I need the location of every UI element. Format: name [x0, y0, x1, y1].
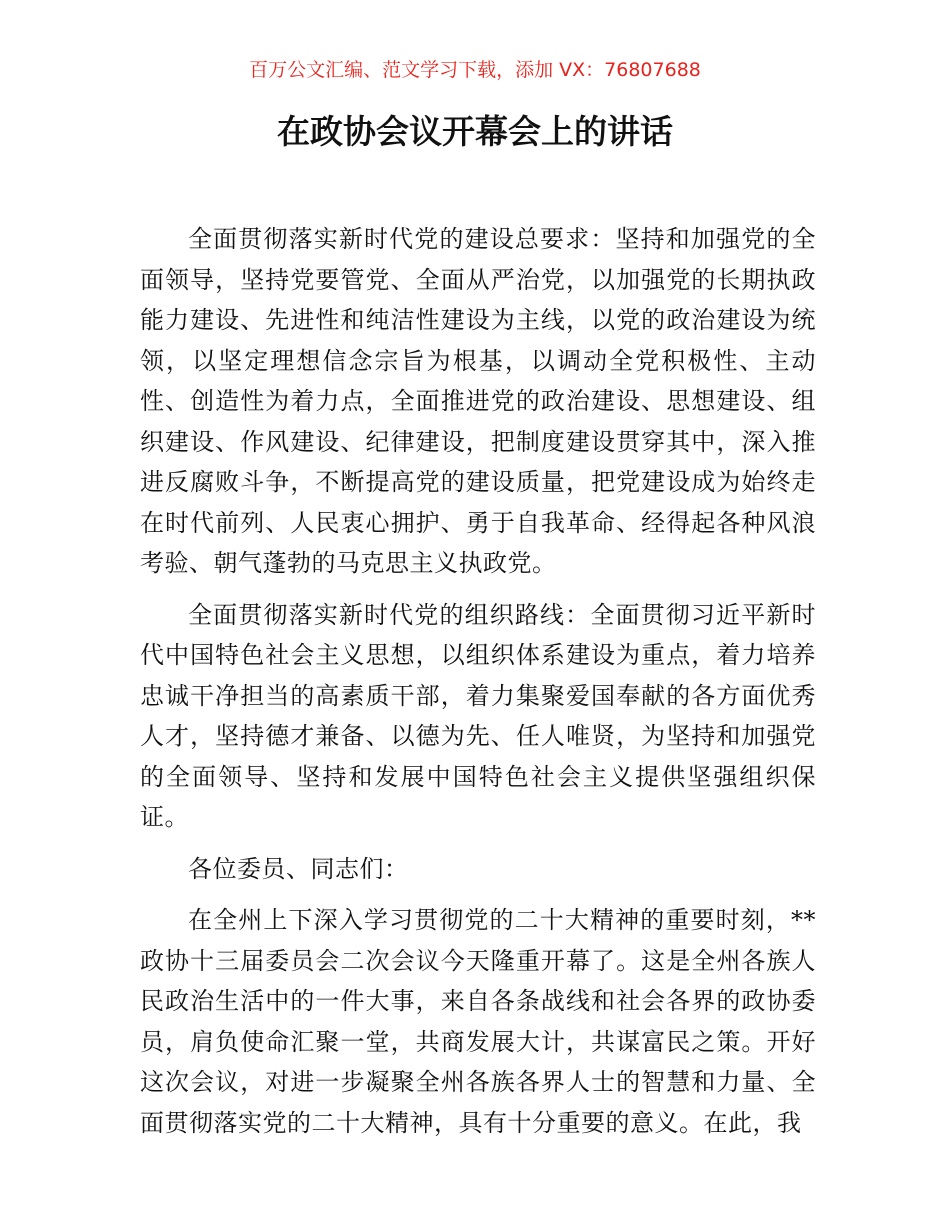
salutation: 各位委员、同志们：	[188, 854, 409, 883]
document-body	[140, 219, 816, 1154]
paragraph: 全面贯彻落实新时代党的建设总要求：坚持和加强党的全面领导，坚持党要管党、全面从严治党，以加强党的长期执政能力建设、先进性和纯洁性建设为主线，以党的政治建设为统领，以坚定理想信念宗旨为根基，以调动全党积极性、主动性、创造性为着力点，全面推进党的政治建设、思想建设、组织建设、作风建设、纪律建设，把制度建设贯穿其中，深入推进反腐败斗争，不断提高党的建设质量，把党建设成为始终走在时代前列、人民衷心拥护、勇于自我革命、经得起各种风浪考验、朝气蓬勃的马克思主义执政党。	[140, 225, 816, 577]
document-title: 在政协会议开幕会上的讲话	[277, 112, 673, 151]
promo-banner: 百万公文汇编、范文学习下载，添加 VX：76807688	[249, 59, 701, 81]
paragraph: 在全州上下深入学习贯彻党的二十大精神的重要时刻，**政协十三届委员会二次会议今天隆重开幕了。这是全州各族人民政治生活中的一件大事，来自各条战线和社会各界的政协委员，肩负使命汇聚一堂，共商发展大计，共谋富民之策。开好这次会议，对进一步凝聚全州各族各界人士的智慧和力量、全面贯彻落实党的二十大精神，具有十分重要的意义。在此，我	[140, 906, 816, 1137]
paragraph: 全面贯彻落实新时代党的组织路线：全面贯彻习近平新时代中国特色社会主义思想，以组织体系建设为重点，着力培养忠诚干净担当的高素质干部，着力集聚爱国奉献的各方面优秀人才，坚持德才兼备、以德为先、任人唯贤，为坚持和加强党的全面领导、坚持和发展中国特色社会主义提供坚强组织保证。	[140, 600, 816, 831]
